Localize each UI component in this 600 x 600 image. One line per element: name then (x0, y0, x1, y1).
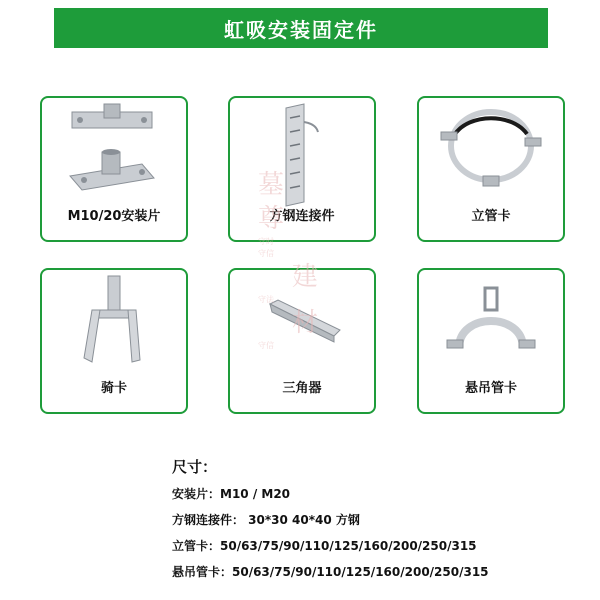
watermark-char: 墓 (258, 170, 285, 200)
watermark-motto: 守信 (258, 341, 274, 350)
product-label-square-steel-connector: 方钢连接件 (269, 209, 335, 224)
product-card-square-steel-connector[interactable] (228, 96, 376, 242)
product-card-saddle-clamp[interactable] (40, 268, 188, 414)
spec-row-square-steel-connector: 方钢连接件： 30*30 40*40 方钢 (172, 513, 360, 527)
page-banner (54, 8, 548, 48)
product-label-triangle-bracket: 三角器 (282, 381, 322, 396)
saddle-clamp-icon (42, 270, 186, 370)
specs-title: 尺寸： (172, 458, 218, 476)
product-card-hanging-pipe-clamp[interactable] (417, 268, 565, 414)
watermark-motto: 守信 (258, 249, 274, 258)
size-specs (172, 456, 572, 589)
watermark-char: 材 (292, 308, 319, 338)
pipe-clamp-icon (419, 98, 563, 198)
watermark-char: 尊 (258, 204, 285, 234)
square-steel-connector-icon (230, 98, 374, 208)
spec-row-hanging-pipe-clamp: 悬吊管卡：50/63/75/90/110/125/160/200/250/315 (172, 565, 489, 579)
watermark-motto: 守法 (258, 295, 274, 304)
triangle-bracket-icon (230, 270, 374, 370)
mounting-plate-icon (42, 98, 186, 198)
product-card-mounting-plate[interactable] (40, 96, 188, 242)
product-label-pipe-clamp: 立管卡 (471, 209, 511, 224)
product-label-saddle-clamp: 骑卡 (100, 381, 127, 396)
product-label-hanging-pipe-clamp: 悬吊管卡 (464, 381, 517, 396)
product-label-mounting-plate: M10/20安装片 (67, 209, 161, 224)
product-card-pipe-clamp[interactable] (417, 96, 565, 242)
watermark-motto: 守时 (258, 237, 274, 246)
watermark-char: 建 (292, 262, 319, 292)
spec-row-mounting-plate: 安装片：M10 / M20 (172, 487, 291, 501)
hanging-pipe-clamp-icon (419, 270, 563, 370)
product-card-triangle-bracket[interactable] (228, 268, 376, 414)
spec-row-pipe-clamp: 立管卡：50/63/75/90/110/125/160/200/250/315 (172, 539, 477, 553)
banner-title: 虹吸安装固定件 (224, 17, 378, 42)
